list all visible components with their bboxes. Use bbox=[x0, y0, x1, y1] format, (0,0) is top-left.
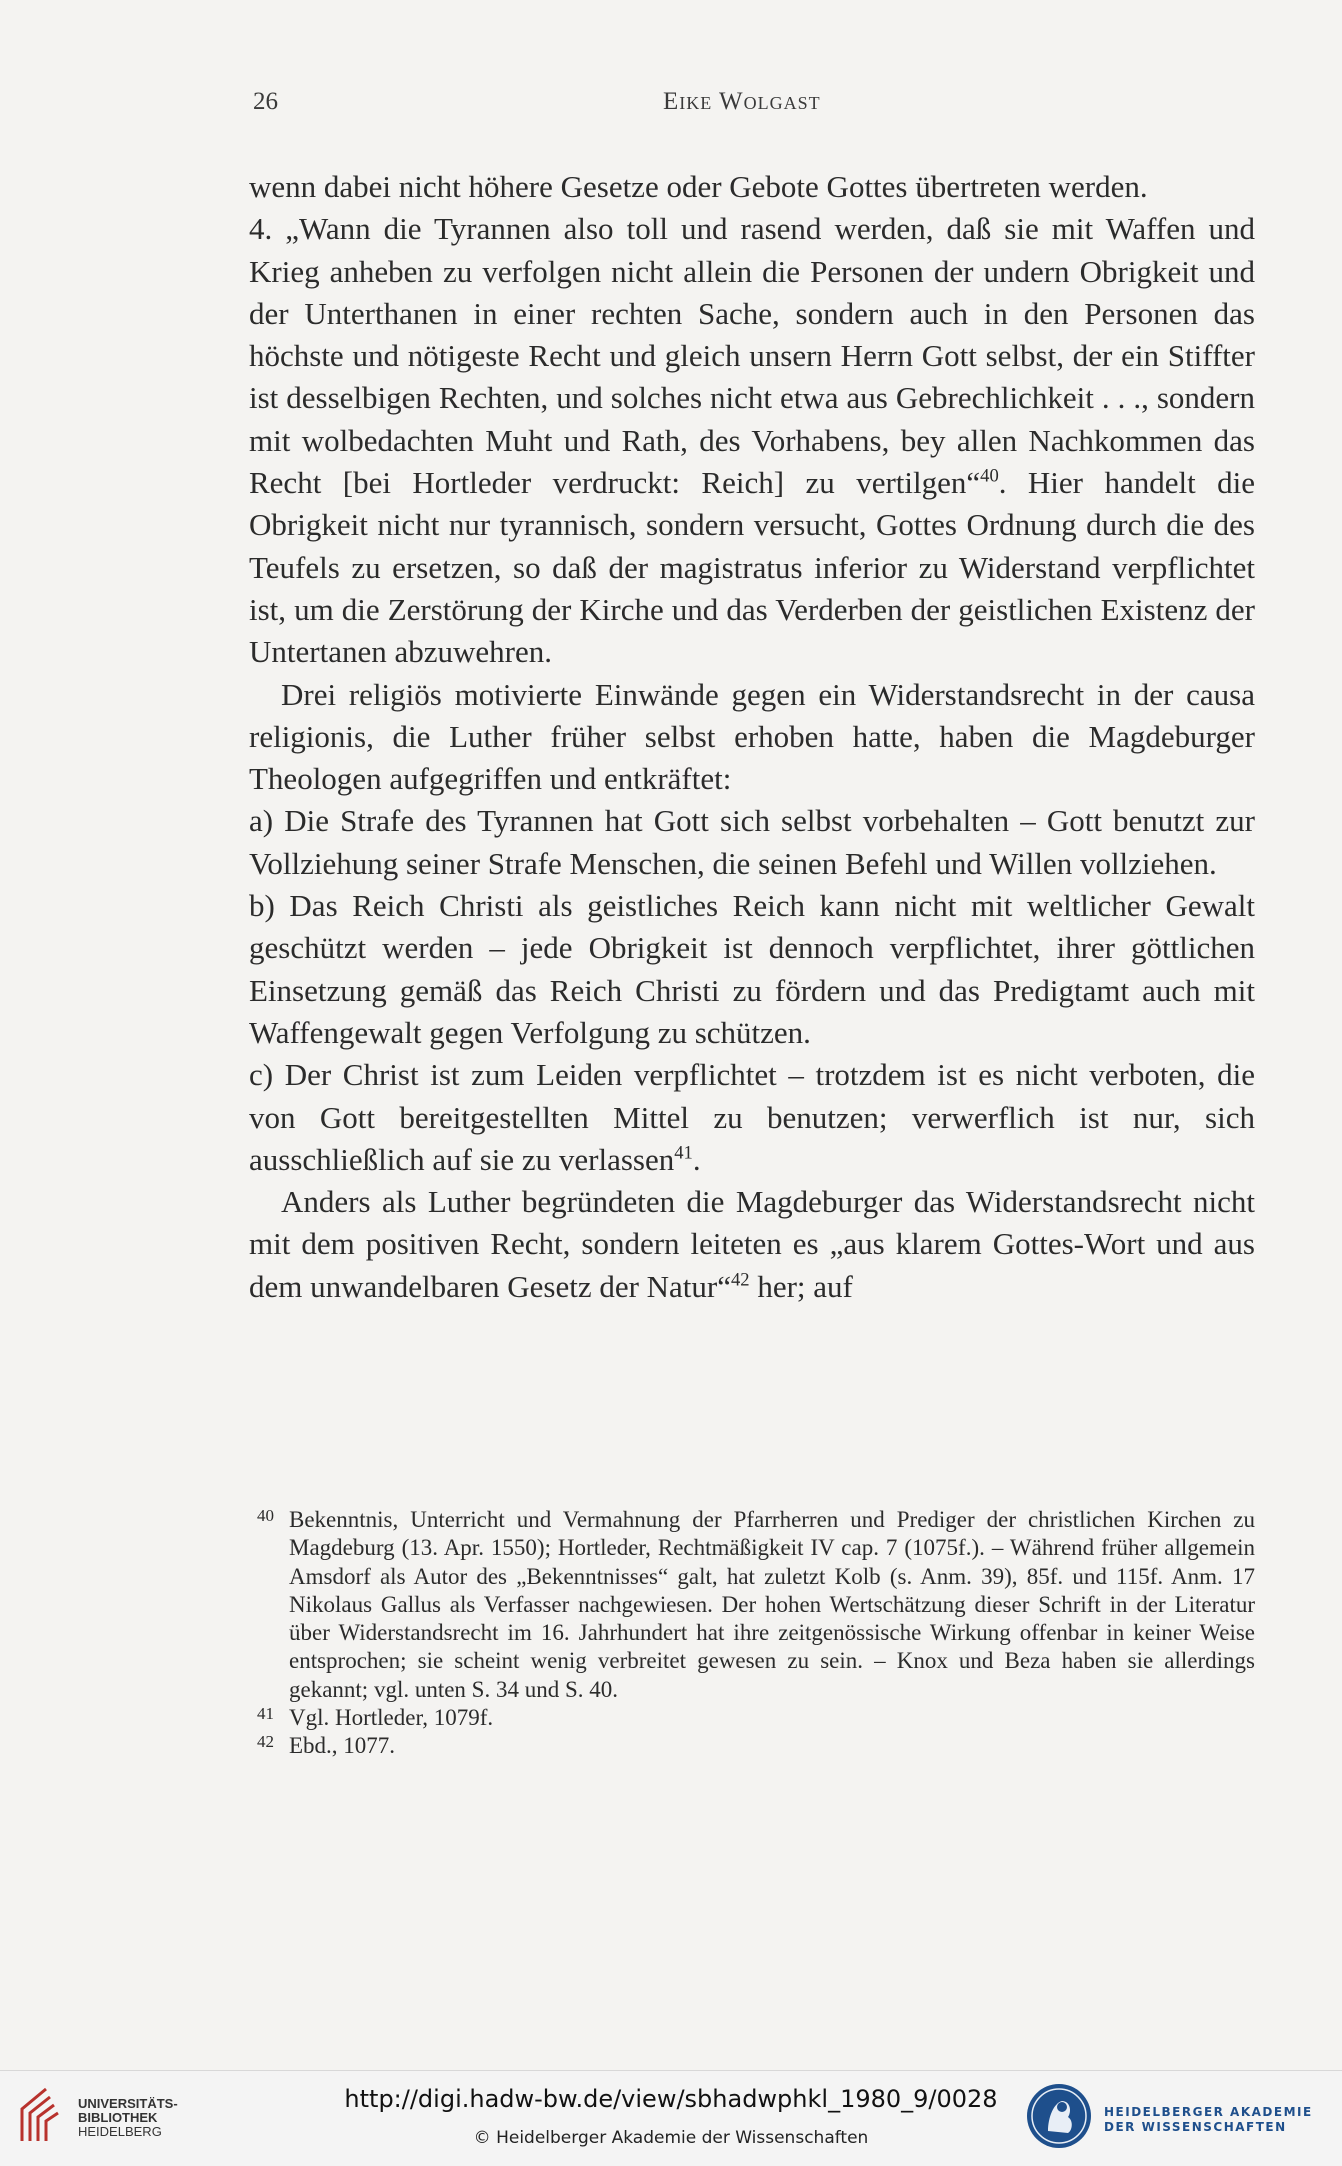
viewer-footer bbox=[0, 2070, 1342, 2166]
footnote-ref-42[interactable]: 42 bbox=[731, 1269, 750, 1291]
academy-seal-icon bbox=[1024, 2081, 1094, 2151]
paragraph-7: Anders als Luther begründeten die Magdeburger das Widerstandsrecht nicht mit dem positiven Recht, sondern leiteten es „aus klarem Gottes-Wort und aus dem unwandelbaren Gesetz der Natur“$^{42}$ her; auf bbox=[249, 1184, 1255, 1304]
running-header bbox=[253, 88, 1259, 128]
footnote-42: 42 Ebd., 1077. bbox=[257, 1732, 396, 1759]
paragraph-item-a: a) Die Strafe des Tyrannen hat Gott sich selbst vorbehalten – Gott benutzt zur Vollziehung seiner Strafe Menschen, die seinen Befehl und Willen vollziehen. bbox=[249, 803, 1255, 881]
permalink-url[interactable]: http://digi.hadw-bw.de/view/sbhadwphkl_1980_9/0028 bbox=[344, 2085, 998, 2113]
university-library-name: UNIVERSITÄTS- BIBLIOTHEK HEIDELBERG bbox=[78, 2096, 178, 2139]
paragraph-3: Drei religiös motivierte Einwände gegen ein Widerstandsrecht in der causa religionis, die Luther früher selbst erhoben hatte, haben die Magdeburger Theologen aufgegriffen und entkräftet: bbox=[249, 676, 1255, 797]
footnotes bbox=[249, 1506, 1255, 1761]
paragraph-2: 4. „Wann die Tyrannen also toll und rasend werden, daß sie mit Waffen und Krieg anheben zu verfolgen nicht allein die Personen der undern Obrigkeit und der Unterthanen in einer rechten Sache, sondern auch in den Personen das höchste und nötigeste Recht und gleich unsern Herrn Gott selbst, der ein Stiffter ist desselbigen Rechten, und solches nicht etwa aus Gebrechlichkeit . . ., sondern mit wolbedachten Muht und Rath, des Vorhabens, bey allen Nachkommen das Recht [bei Hortleder verdruckt: Reich] zu vertilgen“$^{40}$. Hier handelt die Obrigkeit nicht nur tyrannisch, sondern versucht, Gottes Ordnung durch die des Teufels zu ersetzen, so daß der magistratus inferior zu Widerstand verpflichtet ist, um die Zerstörung der Kirche und das Verderben der geistlichen Existenz der Untertanen abzuwehren. bbox=[249, 211, 1255, 670]
footnote-41: 41 Vgl. Hortleder, 1079f. bbox=[257, 1704, 494, 1731]
academy-logo[interactable] bbox=[1024, 2077, 1324, 2153]
main-text bbox=[249, 166, 1255, 1308]
paragraph-1: wenn dabei nicht höhere Gesetze oder Gebote Gottes übertreten werden. bbox=[249, 169, 1148, 204]
paragraph-item-b: b) Das Reich Christi als geistliches Reich kann nicht mit weltlicher Gewalt geschützt werden – jede Obrigkeit ist dennoch verpflichtet, ihrer göttlichen Einsetzung gemäß das Reich Christi zu fördern und das Predigtamt auch mit Waffengewalt gegen Verfolgung zu schützen. bbox=[249, 888, 1255, 1050]
copyright-notice: © Heidelberger Akademie der Wissenschaften bbox=[473, 2128, 869, 2148]
footnote-ref-40[interactable]: 40 bbox=[980, 465, 999, 487]
footnote-40: 40 Bekenntnis, Unterricht und Vermahnung der Pfarrherren und Prediger der christlichen Kirchen zu Magdeburg (13. Apr. 1550); Hortleder, Rechtmäßigkeit IV cap. 7 (1075f.). – Während früher allgemein Amsdorf als Autor des „Bekenntnisses“ galt, hat zuletzt Kolb (s. Anm. 39), 85f. und 115f. Anm. 17 Nikolaus Gallus als Verfasser nachgewiesen. Der hohen Wertschätzung dieser Schrift in der Literatur über Widerstandsrecht im 16. Jahrhundert hat ihre zeitgenössische Wirkung offenbar in keiner Weise entsprochen; sie scheint wenig verbreitet gewesen zu sein. – Knox und Beza haben sie allerdings gekannt; vgl. unten S. 34 und S. 40. bbox=[257, 1506, 1255, 1702]
footnote-ref-41[interactable]: 41 bbox=[674, 1142, 693, 1164]
paragraph-item-c: c) Der Christ ist zum Leiden verpflichtet – trotzdem ist es nicht verboten, die von Gott bereitgestellten Mittel zu benutzen; verwerflich ist nur, sich ausschließlich auf sie zu verlassen$^{41}$. bbox=[249, 1057, 1255, 1177]
academy-name: HEIDELBERGER AKADEMIE DER WISSENSCHAFTEN bbox=[1104, 2105, 1313, 2134]
page-number: 26 bbox=[253, 88, 278, 115]
running-head-author: Eike Wolgast bbox=[663, 88, 821, 115]
